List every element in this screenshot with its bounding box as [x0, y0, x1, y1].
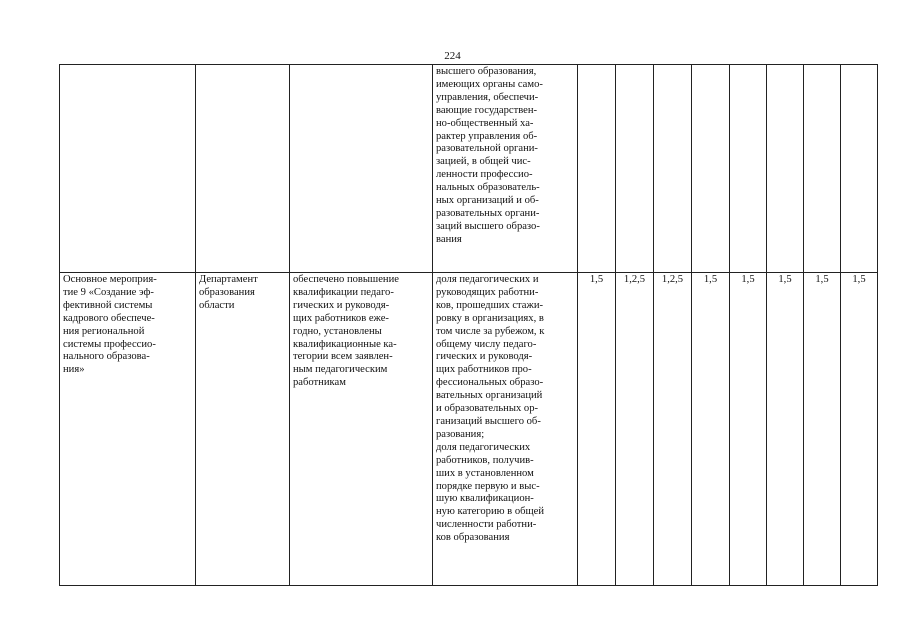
result-cell — [290, 65, 433, 273]
executor-cell: Департамент образования области — [196, 273, 290, 586]
value-cell — [804, 65, 841, 273]
page-number: 224 — [444, 50, 461, 62]
value-cell: 1,5 — [692, 273, 730, 586]
activity-cell — [60, 65, 196, 273]
indicator-cell: доля педагогических и руководящих работни- ков, прошедших стажи- ровку в организациях, в том числе за рубежом, к общему числу педаго- гических и руководя- щих работников про- фессиональных образо- вательных организаций и образовательных ор- ганизаций высшего об- разования; доля педагогических работников, получив- ших в установленном порядке первую и выс- шую квалификацион- ную категорию в общей численности работни- ков образования — [433, 273, 578, 586]
value-cell: 1,5 — [841, 273, 878, 586]
value-cell — [730, 65, 767, 273]
value-cell — [616, 65, 654, 273]
value-cell: 1,5 — [730, 273, 767, 586]
value-cell — [767, 65, 804, 273]
value-cell: 1,2,5 — [616, 273, 654, 586]
program-table — [59, 64, 878, 586]
activity-cell: Основное мероприя- тие 9 «Создание эф- фективной системы кадрового обеспече- ния региональной системы профессио- нального образова- ния» — [60, 273, 196, 586]
value-cell: 1,5 — [767, 273, 804, 586]
value-cell: 1,5 — [804, 273, 841, 586]
executor-cell — [196, 65, 290, 273]
value-cell — [654, 65, 692, 273]
result-cell: обеспечено повышение квалификации педаго- гических и руководя- щих работников еже- годно, установлены квалификационные ка- тегории всем заявлен- ным педагогическим работникам — [290, 273, 433, 586]
value-cell — [841, 65, 878, 273]
value-cell — [578, 65, 616, 273]
value-cell: 1,2,5 — [654, 273, 692, 586]
indicator-cell: высшего образования, имеющих органы само- управления, обеспечи- вающие государствен- но-общественный ха- рактер управления об- разовательной органи- зацией, в общей чис- ленности профессио- нальных образователь- ных организаций и об- разовательных органи- заций высшего образо- вания — [433, 65, 578, 273]
value-cell: 1,5 — [578, 273, 616, 586]
value-cell — [692, 65, 730, 273]
table-row — [60, 273, 878, 586]
table-row — [60, 65, 878, 273]
